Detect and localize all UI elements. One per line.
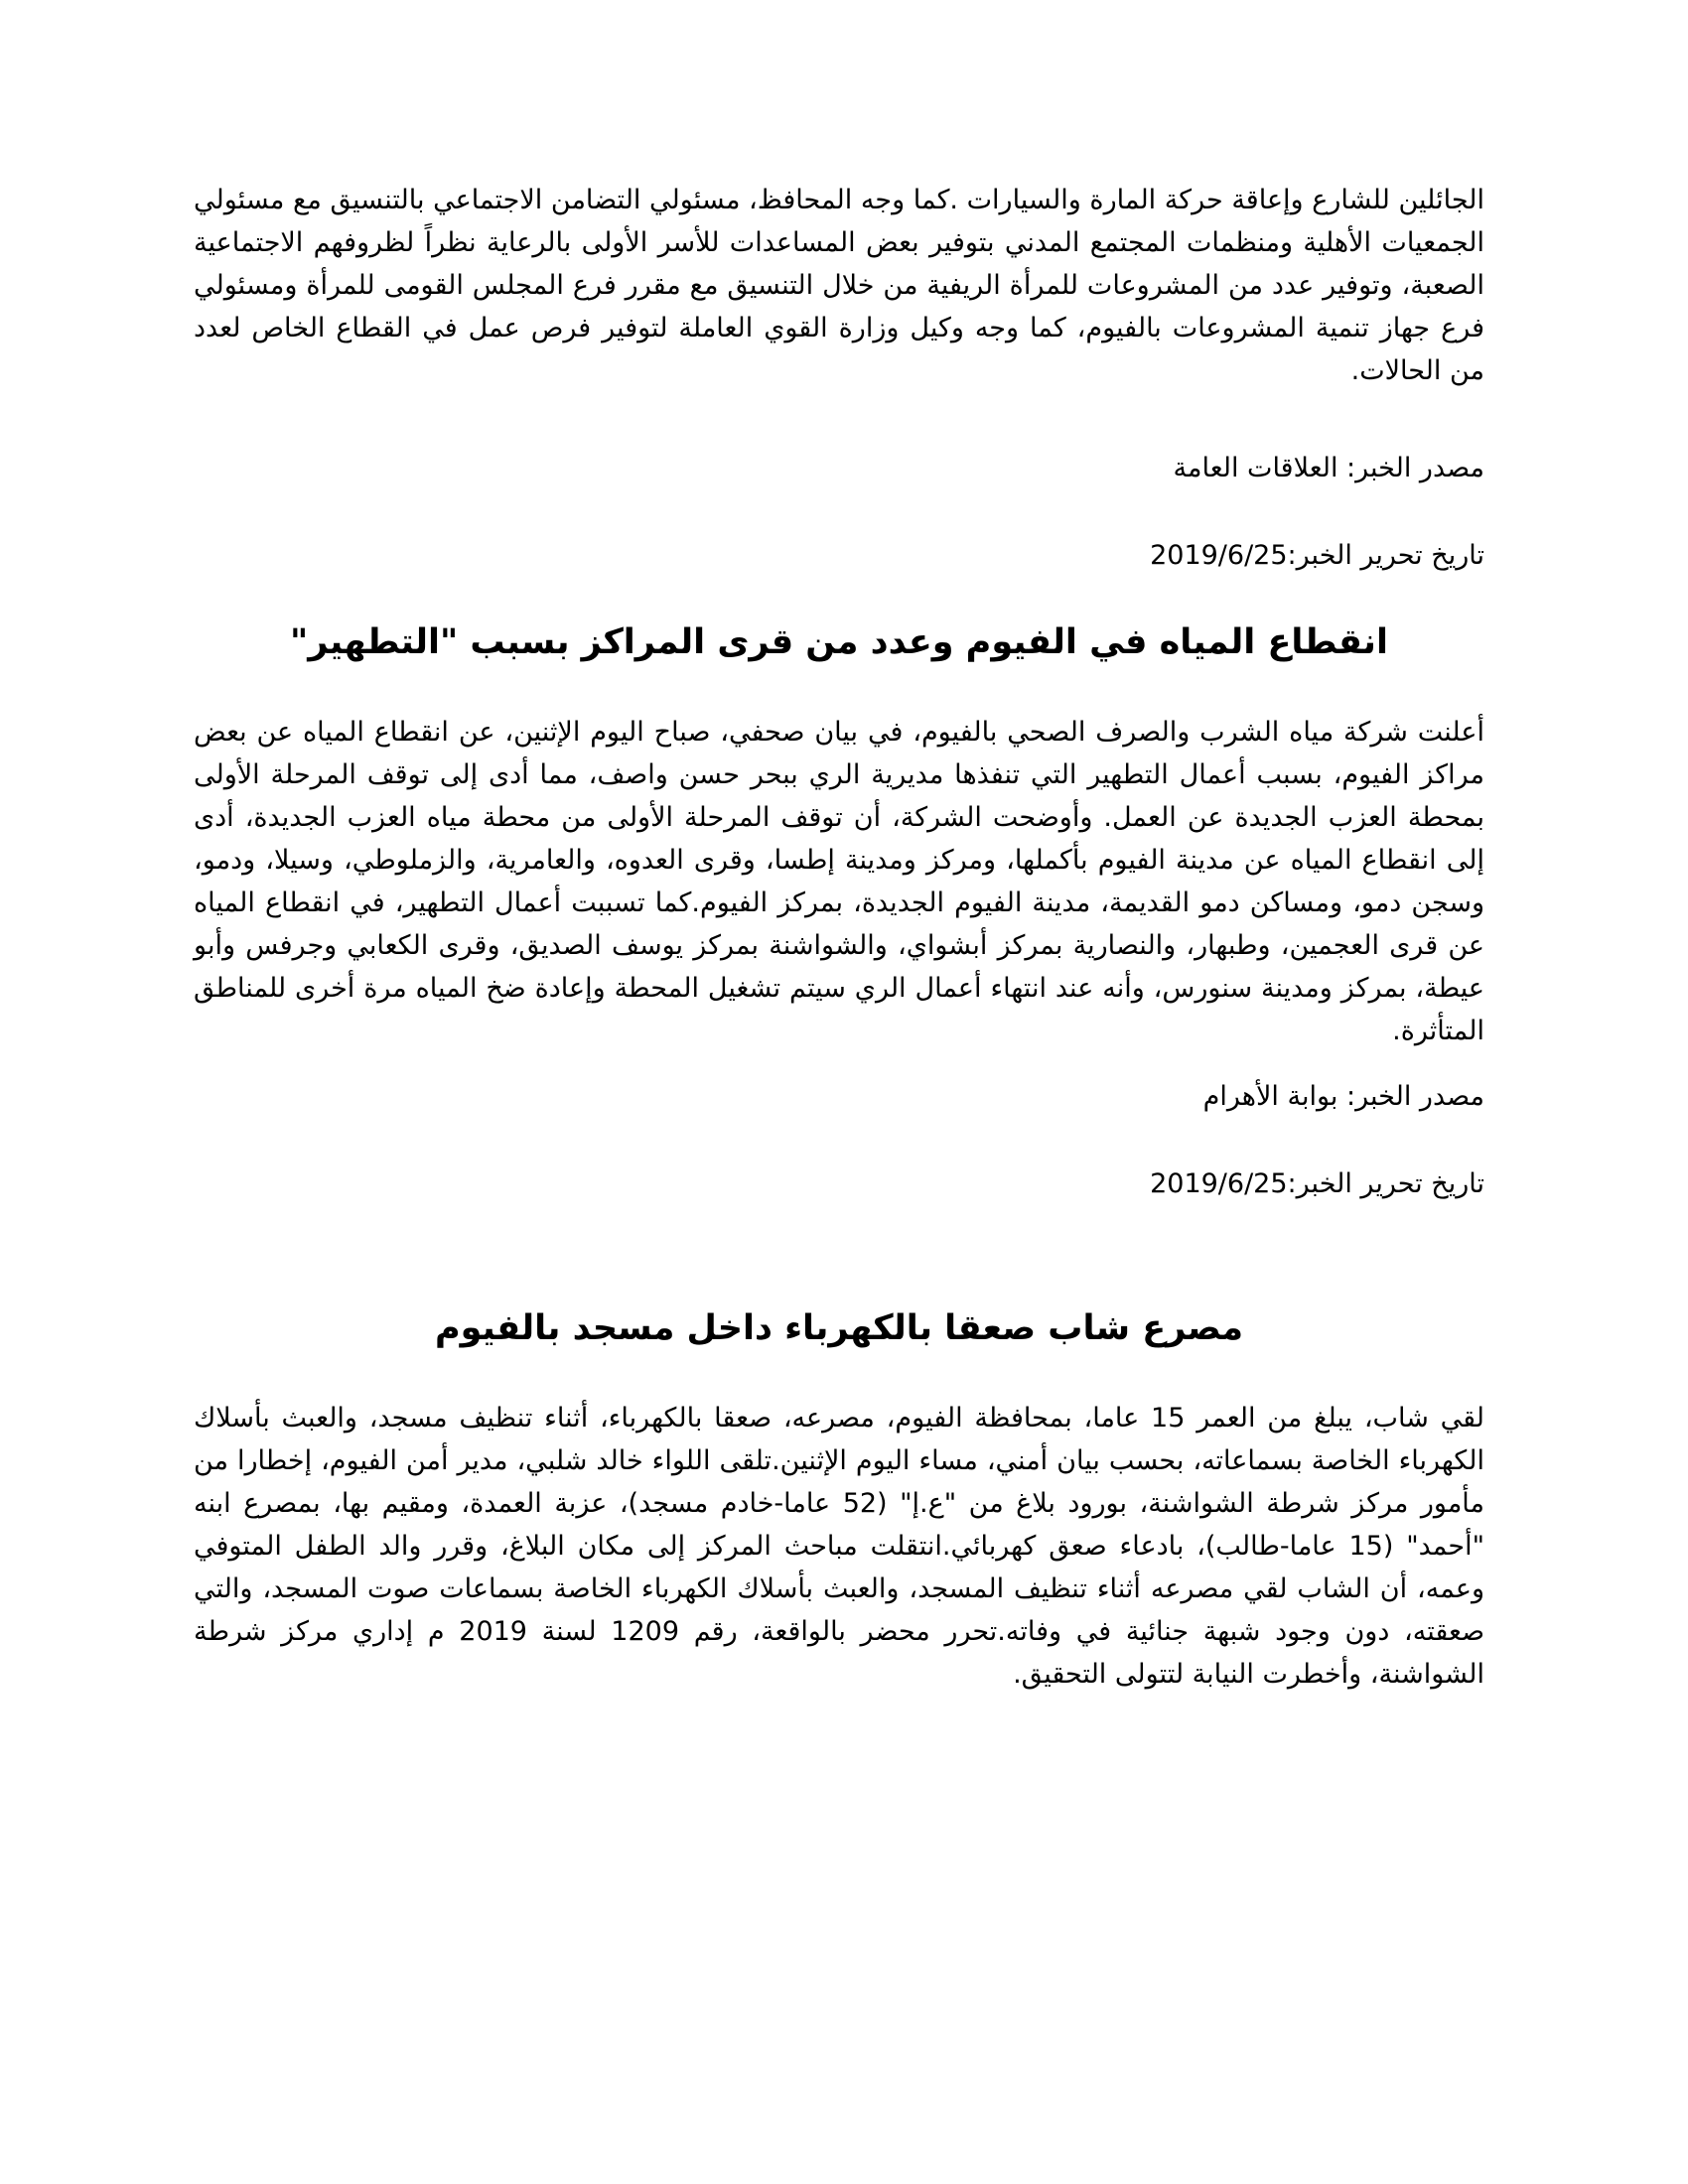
article3-headline: مصرع شاب صعقا بالكهرباء داخل مسجد بالفيوم — [434, 1308, 1244, 1348]
article1-source: مصدر الخبر: العلاقات العامة — [1173, 453, 1484, 483]
article2-headline: انقطاع المياه في الفيوم وعدد من قرى المراكز بسبب "التطهير" — [290, 622, 1388, 662]
article2-date-value: 2019/6/25 — [1150, 1168, 1288, 1199]
article1-date-line — [194, 536, 1484, 576]
article2-date-line — [194, 1164, 1484, 1204]
article3-body: لقي شاب، يبلغ من العمر 15 عاما، بمحافظة الفيوم، مصرعه، صعقا بالكهرباء، أثناء تنظيف مسجد، والعبث بأسلاك الكهرباء الخاصة بسماعاته، بحسب بيان أمني، مساء اليوم الإثنين.تلقى اللواء خالد شلبي، مدير أمن الفيوم، إخطارا من مأمور مركز شرطة الشواشنة، بورود بلاغ من "ع.إ" (52 عاما-خادم مسجد)، عزبة العمدة، ومقيم بها، بمصرع ابنه "أحمد" (15 عاما-طالب)، بادعاء صعق كهربائي.انتقلت مباحث المركز إلى مكان البلاغ، وقرر والد الطفل المتوفي وعمه، أن الشاب لقي مصرعه أثناء تنظيف المسجد، والعبث بأسلاك الكهرباء الخاصة بسماعات صوت المسجد، والتي صعقته، دون وجود شبهة جنائية في وفاته.تحرر محضر بالواقعة، رقم 1209 لسنة 2019 م إداري مركز شرطة الشواشنة، وأخطرت النيابة لتتولى التحقيق. — [194, 1403, 1485, 1690]
article1-body: الجائلين للشارع وإعاقة حركة المارة والسيارات .كما وجه المحافظ، مسئولي التضامن الاجتماعي بالتنسيق مع مسئولي الجمعيات الأهلية ومنظمات المجتمع المدني بتوفير بعض المساعدات للأسر الأولى بالرعاية نظراً لظروفهم الاجتماعية الصعبة، وتوفير عدد من المشروعات للمرأة الريفية من خلال التنسيق مع مقرر فرع المجلس القومى للمرأة ومسئولي فرع جهاز تنمية المشروعات بالفيوم، كما وجه وكيل وزارة القوي العاملة لتوفير فرص عمل في القطاع الخاص لعدد من الحالات. — [194, 185, 1484, 386]
article2-date-label: تاريخ تحرير الخبر: — [1287, 1168, 1484, 1199]
spacer — [194, 576, 1484, 617]
article1-date-value: 2019/6/25 — [1150, 540, 1288, 571]
document-content — [194, 179, 1484, 1696]
spacer — [194, 488, 1484, 536]
spacer — [194, 1052, 1484, 1077]
spacer — [194, 1204, 1484, 1303]
article1-date-label: تاريخ تحرير الخبر: — [1287, 540, 1484, 571]
article2-body: أعلنت شركة مياه الشرب والصرف الصحي بالفيوم، في بيان صحفي، صباح اليوم الإثنين، عن انقطاع المياه عن بعض مراكز الفيوم، بسبب أعمال التطهير التي تنفذها مديرية الري ببحر حسن واصف، مما أدى إلى توقف المرحلة الأولى بمحطة العزب الجديدة عن العمل. وأوضحت الشركة، أن توقف المرحلة الأولى من محطة مياه العزب الجديدة، أدى إلى انقطاع المياه عن مدينة الفيوم بأكملها، ومركز ومدينة إطسا، وقرى العدوه، والعامرية، والزملوطي، وسيلا، ودمو، وسجن دمو، ومساكن دمو القديمة، مدينة الفيوم الجديدة، بمركز الفيوم.كما تسببت أعمال التطهير، في انقطاع المياه عن قرى العجمين، وطبهار، والنصارية بمركز أبشواي، والشواشنة بمركز يوسف الصديق، وقرى الكعابي وجرفس وأبو عيطة، بمركز ومدينة سنورس، وأنه عند انتهاء أعمال الري سيتم تشغيل المحطة وإعادة ضخ المياه مرة أخرى للمناطق المتأثرة. — [194, 717, 1484, 1046]
spacer — [194, 1117, 1484, 1164]
spacer — [194, 667, 1484, 711]
spacer — [194, 392, 1484, 449]
spacer — [194, 1353, 1484, 1397]
article2-source: مصدر الخبر: بوابة الأهرام — [1202, 1081, 1484, 1112]
